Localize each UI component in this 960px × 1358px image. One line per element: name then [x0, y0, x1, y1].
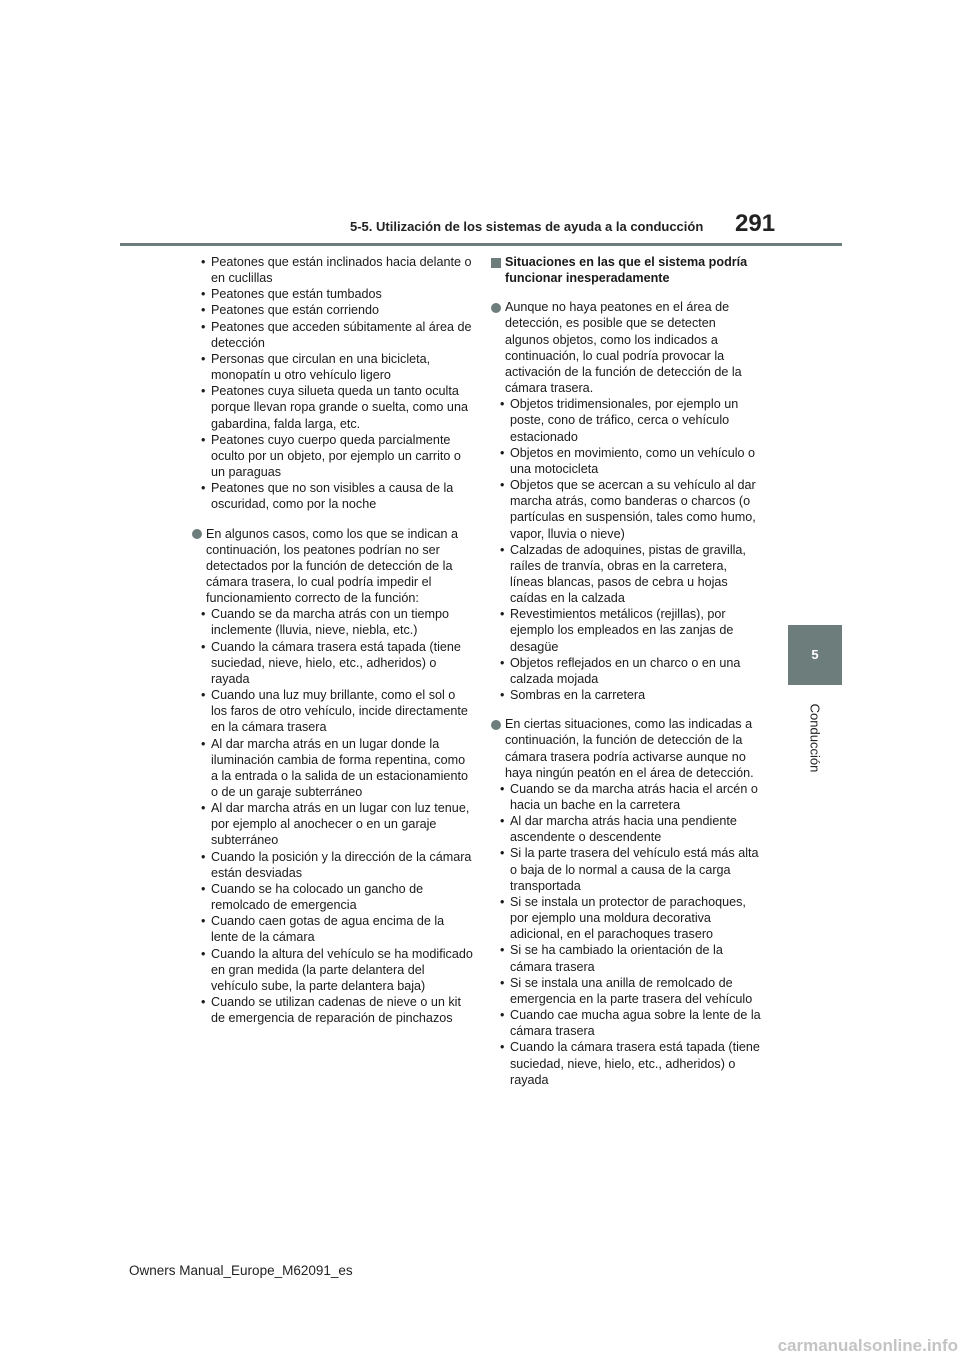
list-item: • Cuando se da marcha atrás con un tiempo inclemente (lluvia, nieve, niebla, etc.): [192, 606, 474, 638]
square-heading: Situaciones en las que el sistema podría funcionar inesperadamente: [491, 254, 763, 286]
list-item: • Cuando la cámara trasera está tapada (tiene suciedad, nieve, hielo, etc., adheridos) o rayada: [491, 1039, 763, 1087]
list-item: • Si se instala una anilla de remolcado de emergencia en la parte trasera del vehículo: [491, 975, 763, 1007]
left-column: [192, 254, 474, 1026]
list-item: • Peatones que acceden súbitamente al área de detección: [192, 319, 474, 351]
list-item: • Peatones cuyo cuerpo queda parcialmente oculto por un objeto, por ejemplo un carrito o un paraguas: [192, 432, 474, 480]
circle-bullet-paragraph: Aunque no haya peatones en el área de detección, es posible que se detecten algunos objetos, como los indicados a continuación, lo cual podría provocar la activación de la función de detección de la cámara trasera.: [491, 299, 763, 396]
pedestrian-types-list: [192, 254, 474, 513]
list-item: • Sombras en la carretera: [491, 687, 763, 703]
list-item: • Si se instala un protector de parachoques, por ejemplo una moldura decorativa adicional, en el parachoques trasero: [491, 894, 763, 942]
section-title: 5-5. Utilización de los sistemas de ayuda a la conducción: [350, 219, 704, 234]
list-item: • Cuando se utilizan cadenas de nieve o un kit de emergencia de reparación de pinchazos: [192, 994, 474, 1026]
list-item: • Calzadas de adoquines, pistas de gravilla, raíles de tranvía, obras en la carretera, líneas blancas, pasos de cebra u hojas caídas en la calzada: [491, 542, 763, 607]
list-item: • Si se ha cambiado la orientación de la cámara trasera: [491, 942, 763, 974]
list-item: • Objetos que se acercan a su vehículo al dar marcha atrás, como banderas o charcos (o partículas en suspensión, tales como humo, vapor, lluvia o nieve): [491, 477, 763, 542]
detection-failure-list: [192, 606, 474, 1026]
list-item: • Peatones que no son visibles a causa de la oscuridad, como por la noche: [192, 480, 474, 512]
watermark: carmanualsonline.info: [777, 1336, 958, 1355]
chapter-label: [790, 693, 840, 783]
list-item: • Objetos tridimensionales, por ejemplo un poste, cono de tráfico, cerca o vehículo estacionado: [491, 396, 763, 444]
list-item: • Cuando se da marcha atrás hacia el arcén o hacia un bache en la carretera: [491, 781, 763, 813]
list-item: • Cuando se ha colocado un gancho de remolcado de emergencia: [192, 881, 474, 913]
list-item: • Si la parte trasera del vehículo está más alta o baja de lo normal a causa de la carga transportada: [491, 845, 763, 893]
list-item: • Personas que circulan en una bicicleta, monopatín u otro vehículo ligero: [192, 351, 474, 383]
list-item: • Cuando la posición y la dirección de la cámara están desviadas: [192, 849, 474, 881]
circle-bullet-paragraph: En ciertas situaciones, como las indicadas a continuación, la función de detección de la cámara trasera podría activarse aunque no haya ningún peatón en el área de detección.: [491, 716, 763, 781]
list-item: • Al dar marcha atrás hacia una pendiente ascendente o descendente: [491, 813, 763, 845]
list-item: • Objetos reflejados en un charco o en una calzada mojada: [491, 655, 763, 687]
page-number: 291: [735, 210, 776, 237]
list-item: • Peatones cuya silueta queda un tanto oculta porque llevan ropa grande o suelta, como una gabardina, falda larga, etc.: [192, 383, 474, 431]
circle-bullet-paragraph: En algunos casos, como los que se indican a continuación, los peatones podrían no ser detectados por la función de detección de la cámara trasera, lo cual podría impedir el funcionamiento correcto de la función:: [192, 526, 474, 607]
list-item: • Revestimientos metálicos (rejillas), por ejemplo los empleados en las zanjas de desagüe: [491, 606, 763, 654]
false-activation-situations-list: [491, 781, 763, 1088]
chapter-tab: 5: [788, 625, 842, 685]
list-item: • Al dar marcha atrás en un lugar donde la iluminación cambia de forma repentina, como a la entrada o la salida de un estacionamiento o de un garaje subterráneo: [192, 736, 474, 801]
footer-manual-name: Owners Manual_Europe_M62091_es: [129, 1263, 353, 1278]
list-item: • Peatones que están corriendo: [192, 302, 474, 318]
list-item: • Objetos en movimiento, como un vehículo o una motocicleta: [491, 445, 763, 477]
list-item: • Cuando caen gotas de agua encima de la lente de la cámara: [192, 913, 474, 945]
right-column: [491, 254, 763, 1088]
list-item: • Cuando cae mucha agua sobre la lente de la cámara trasera: [491, 1007, 763, 1039]
list-item: • Peatones que están inclinados hacia delante o en cuclillas: [192, 254, 474, 286]
header-divider: [120, 243, 842, 246]
list-item: • Cuando la cámara trasera está tapada (tiene suciedad, nieve, hielo, etc., adheridos) o rayada: [192, 639, 474, 687]
list-item: • Cuando una luz muy brillante, como el sol o los faros de otro vehículo, incide directamente en la cámara trasera: [192, 687, 474, 735]
list-item: • Peatones que están tumbados: [192, 286, 474, 302]
list-item: • Cuando la altura del vehículo se ha modificado en gran medida (la parte delantera del vehículo sube, la parte delantera baja): [192, 946, 474, 994]
chapter-label-text: Conducción: [807, 703, 823, 773]
false-detection-objects-list: [491, 396, 763, 703]
list-item: • Al dar marcha atrás en un lugar con luz tenue, por ejemplo al anochecer o en un garaje subterráneo: [192, 800, 474, 848]
